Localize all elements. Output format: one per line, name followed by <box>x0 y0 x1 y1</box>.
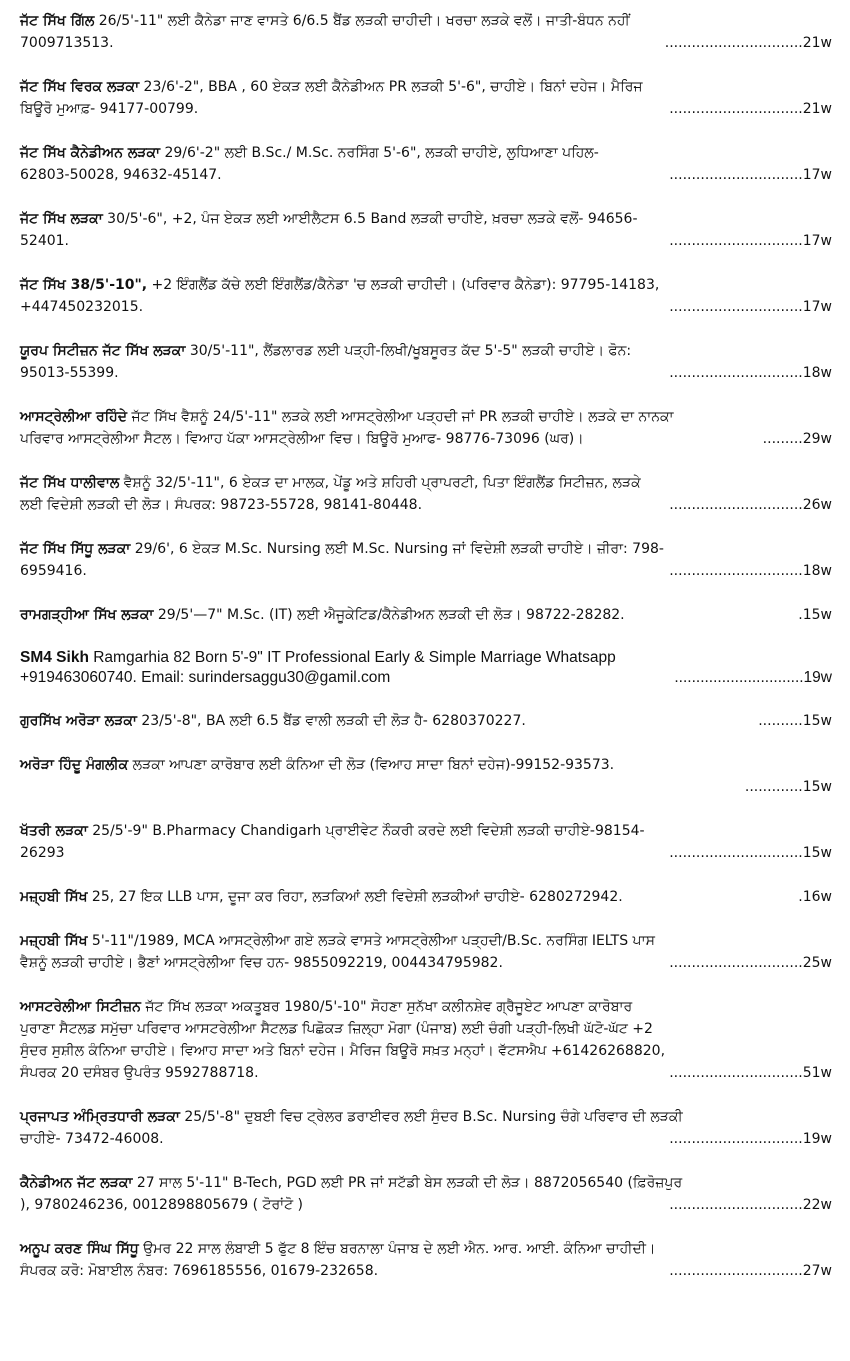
ad-text-cont: 7009713513. <box>20 35 114 51</box>
ad-lead: ਗੁਰਸਿੱਖ ਅਰੋੜਾ ਲੜਕਾ <box>20 713 137 729</box>
ad-text-cont: ਸੁੰਦਰ ਸੁਸ਼ੀਲ ਕੰਨਿਆ ਚਾਹੀਏ। ਵਿਆਹ ਸਾਦਾ ਅਤੇ ਬਿਨਾਂ ਦਹੇਜ। ਮੈਰਿਜ ਬਿਊਰੋ ਸਖ਼ਤ ਮਨ੍ਹਾਂ। ਵੱਟਸਐਪ +61426268820, <box>20 1043 666 1059</box>
ad-lead: ਜੱਟ ਸਿੱਖ ਸਿੱਧੂ ਲੜਕਾ <box>20 541 131 557</box>
ad-code: .15w <box>798 607 832 623</box>
ad-text-cont: ਬਿਊਰੋ ਮੁਆਫ਼- 94177-00799. <box>20 101 199 117</box>
ad-text: ਉਮਰ 22 ਸਾਲ ਲੰਬਾਈ 5 ਫੁੱਟ 8 ਇੰਚ ਬਰਨਾਲਾ ਪੰਜਾਬ ਦੇ ਲਈ ਐਨ. ਆਰ. ਆਈ. ਕੰਨਿਆ ਚਾਹੀਦੀ। <box>138 1241 656 1257</box>
ad-code: ..............................19w <box>669 1131 832 1147</box>
ad-text-cont: 26293 <box>20 845 65 861</box>
ad-text: 30/5'-11", ਲੈਂਡਲਾਰਡ ਲਈ ਪੜ੍ਹੀ-ਲਿਖੀ/ਖੂਬਸੂਰਤ ਕੱਦ 5'-5" ਲੜਕੀ ਚਾਹੀਏ। ਫੋਨ: <box>185 343 632 359</box>
ad-code: ..............................17w <box>669 233 832 249</box>
ad-text: 25/5'-8" ਦੁਬਈ ਵਿਚ ਟ੍ਰੇਲਰ ਡਰਾਈਵਰ ਲਈ ਸੁੰਦਰ B.Sc. Nursing ਚੰਗੇ ਪਰਿਵਾਰ ਦੀ ਲੜਕੀ <box>179 1109 683 1125</box>
ad-text: +2 ਇੰਗਲੈਂਡ ਕੱਚੇ ਲਈ ਇੰਗਲੈਂਡ/ਕੈਨੇਡਾ 'ਚ ਲੜਕੀ ਚਾਹੀਦੀ। (ਪਰਿਵਾਰ ਕੈਨੇਡਾ): 97795-14183, <box>147 277 660 293</box>
ad-text: 27 ਸਾਲ 5'-11" B-Tech, PGD ਲਈ PR ਜਾਂ ਸਟੱਡੀ ਬੇਸ ਲੜਕੀ ਦੀ ਲੋੜ। 8872056540 (ਫ਼ਿਰੋਜ਼ਪੁਰ <box>132 1175 683 1191</box>
ad-code: ..............................15w <box>669 845 832 861</box>
ad-lead: ਜੱਟ ਸਿੱਖ ਗਿੱਲ <box>20 13 95 29</box>
ad-text-cont: ), 9780246236, 0012898805679 ( ਟੋਰਾਂਟੋ ) <box>20 1197 303 1213</box>
classified-ad <box>20 472 832 516</box>
ad-text: 5'-11"/1989, MCA ਆਸਟ੍ਰੇਲੀਆ ਗਏ ਲੜਕੇ ਵਾਸਤੇ ਆਸਟ੍ਰੇਲੀਆ ਪੜ੍ਹਦੀ/B.Sc. ਨਰਸਿੰਗ IELTS ਪਾਸ <box>87 933 655 949</box>
ad-text-cont: 95013-55399. <box>20 365 119 381</box>
ad-lead: ਮਜ਼੍ਹਬੀ ਸਿੱਖ <box>20 933 88 949</box>
classified-ad <box>20 1106 832 1150</box>
ad-code: ..............................25w <box>669 955 832 971</box>
ad-code: ..............................21w <box>669 101 832 117</box>
classified-ad <box>20 754 832 798</box>
ad-lead: ਰਾਮਗੜ੍ਹੀਆ ਸਿੱਖ ਲੜਕਾ <box>20 607 154 623</box>
classified-ad <box>20 820 832 864</box>
ad-lead: ਆਸਟ੍ਰੇਲੀਆ ਰਹਿੰਦੇ <box>20 409 128 425</box>
ad-code: ..............................18w <box>669 365 832 381</box>
classified-ad <box>20 1238 832 1282</box>
ad-text: ਲੜਕਾ ਆਪਣਾ ਕਾਰੋਬਾਰ ਲਈ ਕੰਨਿਆ ਦੀ ਲੋੜ (ਵਿਆਹ ਸਾਦਾ ਬਿਨਾਂ ਦਹੇਜ)-99152-93573. <box>128 757 615 773</box>
ad-lead: ਆਸਟਰੇਲੀਆ ਸਿਟੀਜ਼ਨ <box>20 999 141 1015</box>
ad-text-cont: +447450232015. <box>20 299 144 315</box>
ad-lead: ਜੱਟ ਸਿੱਖ ਲੜਕਾ <box>20 211 103 227</box>
classified-ad <box>20 886 832 908</box>
classified-ad <box>20 340 832 384</box>
ad-text: 23/6'-2", BBA , 60 ਏਕੜ ਲਈ ਕੈਨੇਡੀਅਨ PR ਲੜਕੀ 5'-6", ਚਾਹੀਏ। ਬਿਨਾਂ ਦਹੇਜ। ਮੈਰਿਜ <box>139 79 643 95</box>
ad-code: ..........15w <box>758 713 832 729</box>
ad-lead: SM4 Sikh <box>20 649 89 666</box>
ad-text: 26/5'-11" ਲਈ ਕੈਨੇਡਾ ਜਾਣ ਵਾਸਤੇ 6/6.5 ਬੈਂਡ ਲੜਕੀ ਚਾਹੀਦੀ। ਖਰਚਾ ਲੜਕੇ ਵਲੋਂ। ਜਾਤੀ-ਬੰਧਨ ਨਹੀਂ <box>94 13 630 29</box>
classified-ad <box>20 406 832 450</box>
classified-ad <box>20 996 832 1084</box>
ad-code: ..............................17w <box>669 167 832 183</box>
classified-ad <box>20 76 832 120</box>
ad-text-cont: ਸੰਪਰਕ ਕਰੋ: ਮੋਬਾਈਲ ਨੰਬਰ: 7696185556, 01679-232658. <box>20 1263 379 1279</box>
ad-code: ..............................26w <box>669 497 832 513</box>
ad-lead: ਖੱਤਰੀ ਲੜਕਾ <box>20 823 88 839</box>
ad-text-cont: ਸੰਪਰਕ 20 ਦਸੰਬਰ ਉਪਰੰਤ 9592788718. <box>20 1065 259 1081</box>
ad-text: 25/5'-9" B.Pharmacy Chandigarh ਪ੍ਰਾਈਵੇਟ ਨੌਕਰੀ ਕਰਦੇ ਲਈ ਵਿਦੇਸ਼ੀ ਲੜਕੀ ਚਾਹੀਏ-98154- <box>87 823 645 839</box>
ad-code: .16w <box>798 889 832 905</box>
classified-ad <box>20 604 832 626</box>
classified-ad <box>20 710 832 732</box>
ad-code: .............15w <box>744 779 832 795</box>
classified-ad <box>20 930 832 974</box>
ad-lead: ਜੱਟ ਸਿੱਖ ਕੈਨੇਡੀਅਨ ਲੜਕਾ <box>20 145 161 161</box>
ad-text-cont: ਪੁਰਾਣਾ ਸੈਟਲਡ ਸਮੁੱਚਾ ਪਰਿਵਾਰ ਆਸਟਰੇਲੀਆ ਸੈਟਲਡ ਪਿਛੋਕੜ ਜ਼ਿਲ੍ਹਾ ਮੋਗਾ (ਪੰਜਾਬ) ਲਈ ਚੰਗੀ ਪੜ੍ਹੀ-ਲਿਖੀ ਘੱਟੋ-ਘੱਟ +2 <box>20 1021 653 1037</box>
ad-code: ..............................22w <box>669 1197 832 1213</box>
classified-ad <box>20 538 832 582</box>
ad-text: ਜੱਟ ਸਿੱਖ ਵੈਸ਼ਨੂੰ 24/5'-11" ਲੜਕੇ ਲਈ ਆਸਟ੍ਰੇਲੀਆ ਪੜ੍ਹਦੀ ਜਾਂ PR ਲੜਕੀ ਚਾਹੀਏ। ਲੜਕੇ ਦਾ ਨਾਨਕਾ <box>127 409 674 425</box>
classified-ad <box>20 10 832 54</box>
ad-lead: ਮਜ਼੍ਹਬੀ ਸਿੱਖ <box>20 889 88 905</box>
classified-ad <box>20 1172 832 1216</box>
ad-text: 29/6'-2" ਲਈ B.Sc./ M.Sc. ਨਰਸਿੰਗ 5'-6", ਲੜਕੀ ਚਾਹੀਏ, ਲੁਧਿਆਣਾ ਪਹਿਲ- <box>160 145 599 161</box>
ad-text-cont: 52401. <box>20 233 69 249</box>
ad-code: .........29w <box>762 431 832 447</box>
ad-code: ..............................19w <box>674 669 832 686</box>
ad-text: ਵੈਸ਼ਨੂੰ 32/5'-11", 6 ਏਕੜ ਦਾ ਮਾਲਕ, ਪੇਂਡੂ ਅਤੇ ਸ਼ਹਿਰੀ ਪ੍ਰਾਪਰਟੀ, ਪਿਤਾ ਇੰਗਲੈਂਡ ਸਿਟੀਜ਼ਨ, ਲੜਕੇ <box>119 475 641 491</box>
ad-lead: ਜੱਟ ਸਿੱਖ ਧਾਲੀਵਾਲ <box>20 475 120 491</box>
ad-text-cont: ਚਾਹੀਏ- 73472-46008. <box>20 1131 164 1147</box>
ad-text: 25, 27 ਇਕ LLB ਪਾਸ, ਦੂਜਾ ਕਰ ਰਿਹਾ, ਲੜਕਿਆਂ ਲਈ ਵਿਦੇਸ਼ੀ ਲੜਕੀਆਂ ਚਾਹੀਏ- 6280272942. <box>87 889 623 905</box>
classified-ad <box>20 648 832 688</box>
ad-lead: ਜੱਟ ਸਿੱਖ 38/5'-10", <box>20 277 148 293</box>
ad-text: Ramgarhia 82 Born 5'-9" IT Professional Early & Simple Marriage Whatsapp <box>88 649 616 666</box>
ad-text: 30/5'-6", +2, ਪੰਜ ਏਕੜ ਲਈ ਆਈਲੈਟਸ 6.5 Band ਲੜਕੀ ਚਾਹੀਏ, ਖ਼ਰਚਾ ਲੜਕੇ ਵਲੋਂ- 94656- <box>102 211 638 227</box>
classified-ad <box>20 208 832 252</box>
ad-text-cont: ਪਰਿਵਾਰ ਆਸਟ੍ਰੇਲੀਆ ਸੈਟਲ। ਵਿਆਹ ਪੱਕਾ ਆਸਟ੍ਰੇਲੀਆ ਵਿਚ। ਬਿਊਰੋ ਮੁਆਫ- 98776-73096 (ਘਰ)। <box>20 431 584 447</box>
ad-code: ...............................21w <box>664 35 832 51</box>
ad-text: 29/6', 6 ਏਕੜ M.Sc. Nursing ਲਈ M.Sc. Nursing ਜਾਂ ਵਿਦੇਸ਼ੀ ਲੜਕੀ ਚਾਹੀਏ। ਜ਼ੀਰਾ: 798- <box>130 541 664 557</box>
ad-text: 29/5'—7" M.Sc. (IT) ਲਈ ਐਜੂਕੇਟਿਡ/ਕੈਨੇਡੀਅਨ ਲੜਕੀ ਦੀ ਲੋੜ। 98722-28282. <box>153 607 625 623</box>
ad-text-cont: ਵੈਸ਼ਨੂੰ ਲੜਕੀ ਚਾਹੀਏ। ਭੈਣਾਂ ਆਸਟ੍ਰੇਲੀਆ ਵਿਚ ਹਨ- 9855092219, 004434795982. <box>20 955 503 971</box>
ad-text-cont: ਲਈ ਵਿਦੇਸ਼ੀ ਲੜਕੀ ਦੀ ਲੋੜ। ਸੰਪਰਕ: 98723-55728, 98141-80448. <box>20 497 423 513</box>
ad-text-cont: 62803-50028, 94632-45147. <box>20 167 222 183</box>
classified-ad <box>20 274 832 318</box>
ad-code: ..............................18w <box>669 563 832 579</box>
ad-code: ..............................51w <box>669 1065 832 1081</box>
ad-lead: ਯੂਰਪ ਸਿਟੀਜ਼ਨ ਜੱਟ ਸਿੱਖ ਲੜਕਾ <box>20 343 186 359</box>
ad-text-cont: 6959416. <box>20 563 87 579</box>
ad-lead: ਪ੍ਰਜਾਪਤ ਅੰਮ੍ਰਿਤਧਾਰੀ ਲੜਕਾ <box>20 1109 180 1125</box>
ad-code: ..............................27w <box>669 1263 832 1279</box>
classified-ad <box>20 142 832 186</box>
ad-lead: ਜੱਟ ਸਿੱਖ ਵਿਰਕ ਲੜਕਾ <box>20 79 140 95</box>
ad-lead: ਅਰੋੜਾ ਹਿੰਦੂ ਮੰਗਲੀਕ <box>20 757 129 773</box>
ad-text: ਜੱਟ ਸਿੱਖ ਲੜਕਾ ਅਕਤੂਬਰ 1980/5'-10" ਸੋਹਣਾ ਸੁਨੱਖਾ ਕਲੀਨਸ਼ੇਵ ਗ੍ਰੈਜੂਏਟ ਆਪਣਾ ਕਾਰੋਬਾਰ <box>140 999 633 1015</box>
ad-code: ..............................17w <box>669 299 832 315</box>
ad-text-cont: +919463060740. Email: surindersaggu30@gamil.com <box>20 669 391 686</box>
ad-lead: ਅਨੂਪ ਕਰਣ ਸਿੰਘ ਸਿੱਧੂ <box>20 1241 139 1257</box>
ad-text: 23/5'-8", BA ਲਈ 6.5 ਬੈਂਡ ਵਾਲੀ ਲੜਕੀ ਦੀ ਲੋੜ ਹੈ- 6280370227. <box>136 713 526 729</box>
ad-lead: ਕੈਨੇਡੀਅਨ ਜੱਟ ਲੜਕਾ <box>20 1175 133 1191</box>
